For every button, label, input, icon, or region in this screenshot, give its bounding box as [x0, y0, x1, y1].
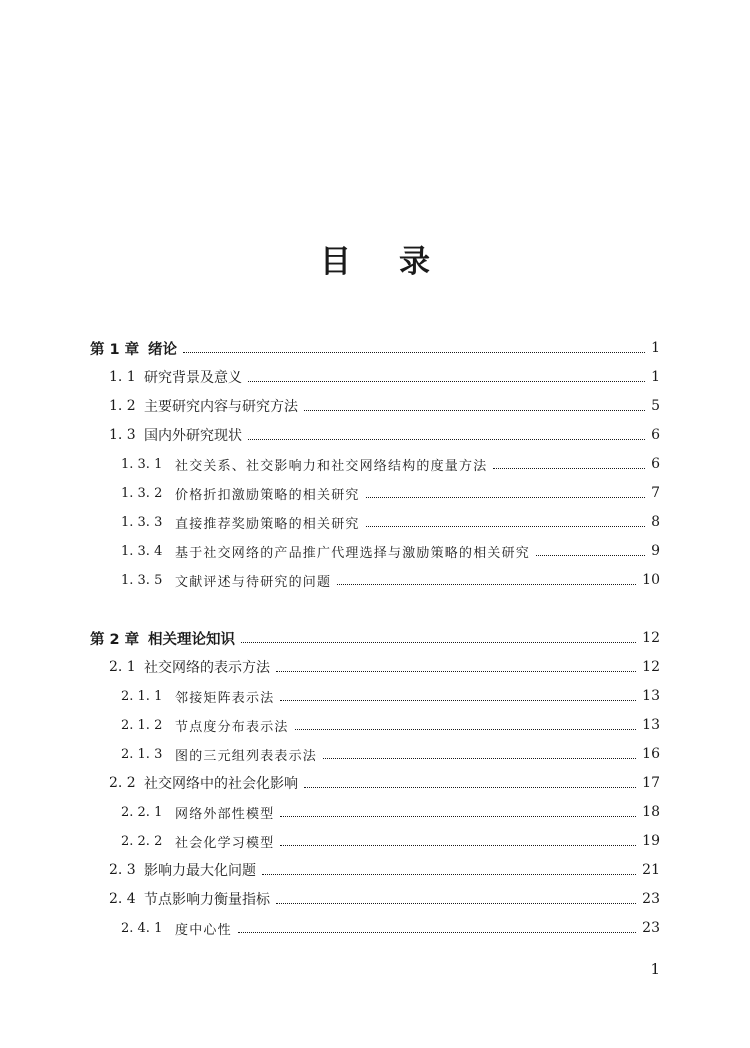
toc-number: 第 2 章 [90, 631, 140, 648]
toc-number: 2. 1. 1 [121, 688, 163, 704]
toc-entry-2-2-2[interactable] [121, 828, 660, 854]
toc-entry-1-3-5[interactable] [121, 567, 660, 593]
toc-entry-2-1-2[interactable] [121, 712, 660, 738]
toc-entry-1-3-1[interactable] [121, 451, 660, 477]
toc-label: 社交网络的表示方法 [144, 660, 270, 676]
dot-leader [262, 874, 636, 875]
toc-page-number: 21 [642, 862, 660, 878]
dot-leader [183, 352, 645, 353]
toc-number: 2. 2. 2 [121, 833, 163, 849]
toc-page-number: 1 [651, 369, 660, 385]
toc-page-number: 7 [651, 485, 660, 501]
toc-number: 1. 3. 2 [121, 485, 163, 501]
toc-label: 图的三元组列表表示法 [175, 748, 318, 764]
toc-page-number: 12 [642, 630, 660, 646]
title-char-2: 录 [399, 244, 430, 280]
toc-number: 1. 3. 5 [121, 572, 163, 588]
toc-label: 度中心性 [175, 922, 232, 938]
toc-entry-2-4-1[interactable] [121, 915, 660, 941]
dot-leader [280, 845, 636, 846]
toc-entry-chapter-2[interactable] [90, 625, 660, 651]
toc-entry-1-3[interactable] [109, 422, 660, 448]
title-char-1: 目 [320, 244, 351, 280]
toc-number: 1. 3. 3 [121, 514, 163, 530]
toc-label: 网络外部性模型 [175, 806, 275, 822]
dot-leader [366, 526, 645, 527]
dot-leader [248, 381, 645, 382]
toc-page-number: 8 [651, 514, 660, 530]
dot-leader [304, 410, 645, 411]
dot-leader [238, 932, 636, 933]
toc-label: 价格折扣激励策略的相关研究 [175, 487, 360, 503]
dot-leader [248, 439, 645, 440]
toc-number: 2. 2 [109, 775, 136, 791]
toc-page-number: 23 [642, 920, 660, 936]
toc-entry-2-4[interactable] [109, 886, 660, 912]
toc-number: 2. 2. 1 [121, 804, 163, 820]
toc-label: 基于社交网络的产品推广代理选择与激励策略的相关研究 [175, 545, 531, 561]
toc-entry-2-1[interactable] [109, 654, 660, 680]
toc-number: 2. 4 [109, 891, 136, 907]
toc-number: 1. 3. 4 [121, 543, 163, 559]
dot-leader [280, 816, 636, 817]
toc-page-number: 6 [651, 456, 660, 472]
toc-label: 影响力最大化问题 [144, 863, 256, 879]
toc-label: 邻接矩阵表示法 [175, 690, 275, 706]
toc-number: 1. 3. 1 [121, 456, 163, 472]
toc-entry-1-3-4[interactable] [121, 538, 660, 564]
toc-label: 文献评述与待研究的问题 [175, 574, 332, 590]
page-number: 1 [650, 960, 660, 978]
dot-leader [323, 758, 636, 759]
dot-leader [536, 555, 645, 556]
toc-label: 节点影响力衡量指标 [144, 892, 270, 908]
toc-entry-1-3-2[interactable] [121, 480, 660, 506]
toc-label: 社交关系、社交影响力和社交网络结构的度量方法 [175, 458, 488, 474]
toc-entry-2-2[interactable] [109, 770, 660, 796]
dot-leader [241, 642, 636, 643]
toc-label: 社会化学习模型 [175, 835, 275, 851]
toc-page-number: 6 [651, 427, 660, 443]
toc-entry-chapter-1[interactable] [90, 335, 660, 361]
dot-leader [304, 787, 636, 788]
toc-entry-2-1-3[interactable] [121, 741, 660, 767]
toc-number: 2. 4. 1 [121, 920, 163, 936]
toc-page-number: 13 [642, 717, 660, 733]
dot-leader [493, 468, 645, 469]
toc-label: 研究背景及意义 [144, 370, 242, 386]
dot-leader [276, 671, 636, 672]
toc-label: 国内外研究现状 [144, 428, 242, 444]
page-title [0, 242, 750, 282]
toc-entry-1-3-3[interactable] [121, 509, 660, 535]
toc-page-number: 9 [651, 543, 660, 559]
toc-label: 直接推荐奖励策略的相关研究 [175, 516, 360, 532]
toc-page-number: 1 [651, 340, 660, 356]
toc-number: 1. 3 [109, 427, 136, 443]
toc-page-number: 18 [642, 804, 660, 820]
toc-entry-2-3[interactable] [109, 857, 660, 883]
dot-leader [366, 497, 645, 498]
dot-leader [295, 729, 637, 730]
toc-number: 2. 1 [109, 659, 136, 675]
toc-label: 社交网络中的社会化影响 [144, 776, 298, 792]
toc-label: 主要研究内容与研究方法 [144, 399, 298, 415]
toc-page-number: 5 [651, 398, 660, 414]
toc-number: 1. 2 [109, 398, 136, 414]
toc-page-number: 10 [642, 572, 660, 588]
toc-page-number: 19 [642, 833, 660, 849]
toc-number: 2. 1. 2 [121, 717, 163, 733]
toc-number: 2. 1. 3 [121, 746, 163, 762]
toc-page-number: 16 [642, 746, 660, 762]
toc-label: 相关理论知识 [148, 631, 235, 648]
dot-leader [276, 903, 636, 904]
toc-entry-2-2-1[interactable] [121, 799, 660, 825]
toc-page-number: 23 [642, 891, 660, 907]
toc-number: 2. 3 [109, 862, 136, 878]
toc-number: 1. 1 [109, 369, 136, 385]
toc-page-number: 17 [642, 775, 660, 791]
toc-entry-1-1[interactable] [109, 364, 660, 390]
toc-entry-1-2[interactable] [109, 393, 660, 419]
toc-number: 第 1 章 [90, 341, 140, 358]
toc-label: 节点度分布表示法 [175, 719, 289, 735]
toc-entry-2-1-1[interactable] [121, 683, 660, 709]
dot-leader [280, 700, 636, 701]
dot-leader [337, 584, 636, 585]
toc-page-number: 13 [642, 688, 660, 704]
toc-label: 绪论 [148, 341, 177, 358]
toc-page-number: 12 [642, 659, 660, 675]
